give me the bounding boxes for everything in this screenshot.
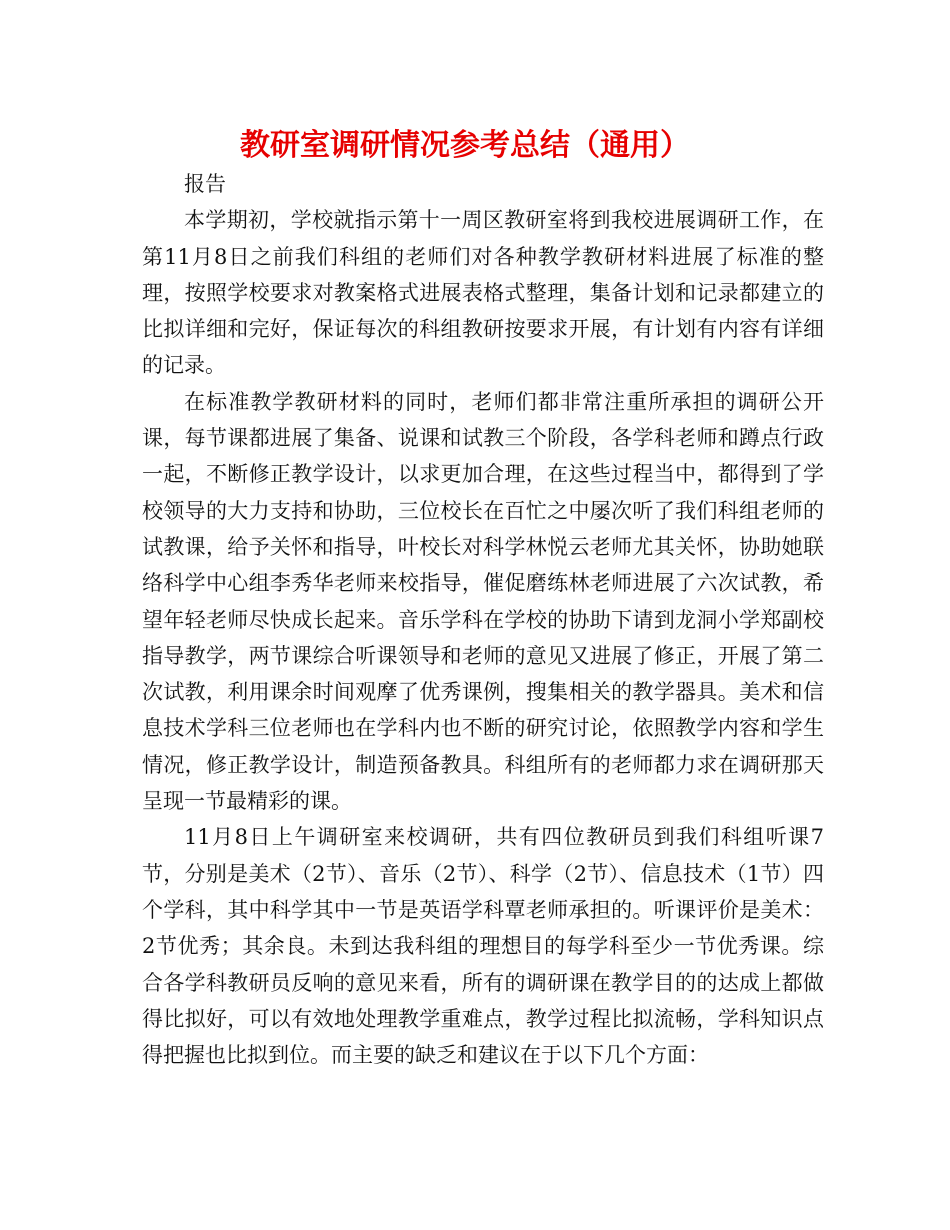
paragraph-report-label: 报告 [184,172,226,196]
paragraph-intro: 本学期初，学校就指示第十一周区教研室将到我校进展调研工作，在第11月8日之前我们科组的老师们对各种教学教研材料进展了标准的整理，按照学校要求对教案格式进展表格式整理，集备计划和记录都建立的比拟详细和完好，保证每次的科组教研按要求开展，有计划有内容有详细的记录。 [142,208,824,378]
document-title: 教研室调研情况参考总结（通用） [240,128,690,163]
document-body [142,166,824,1073]
paragraph-survey-results: 11月8日上午调研室来校调研，共有四位教研员到我们科组听课7节，分别是美术（2节）、音乐（2节）、科学（2节）、信息技术（1节）四个学科，其中科学其中一节是英语学科覃老师承担的。听课评价是美术：2节优秀；其余良。未到达我科组的理想目的每学科至少一节优秀课。综合各学科教研员反响的意见来看，所有的调研课在教学目的的达成上都做得比拟好，可以有效地处理教学重难点，教学过程比拟流畅，学科知识点得把握也比拟到位。而主要的缺乏和建议在于以下几个方面： [142,825,824,1068]
paragraph-preparation: 在标准教学教研材料的同时，老师们都非常注重所承担的调研公开课，每节课都进展了集备、说课和试教三个阶段，各学科老师和蹲点行政一起，不断修正教学设计，以求更加合理，在这些过程当中，都得到了学校领导的大力支持和协助，三位校长在百忙之中屡次听了我们科组老师的试教课，给予关怀和指导，叶校长对科学林悦云老师尤其关怀，协助她联络科学中心组李秀华老师来校指导，催促磨练林老师进展了六次试教，希望年轻老师尽快成长起来。音乐学科在学校的协助下请到龙洞小学郑副校指导教学，两节课综合听课领导和老师的意见又进展了修正，开展了第二次试教，利用课余时间观摩了优秀课例，搜集相关的教学器具。美术和信息技术学科三位老师也在学科内也不断的研究讨论，依照教学内容和学生情况，修正教学设计，制造预备教具。科组所有的老师都力求在调研那天呈现一节最精彩的课。 [142,389,824,814]
